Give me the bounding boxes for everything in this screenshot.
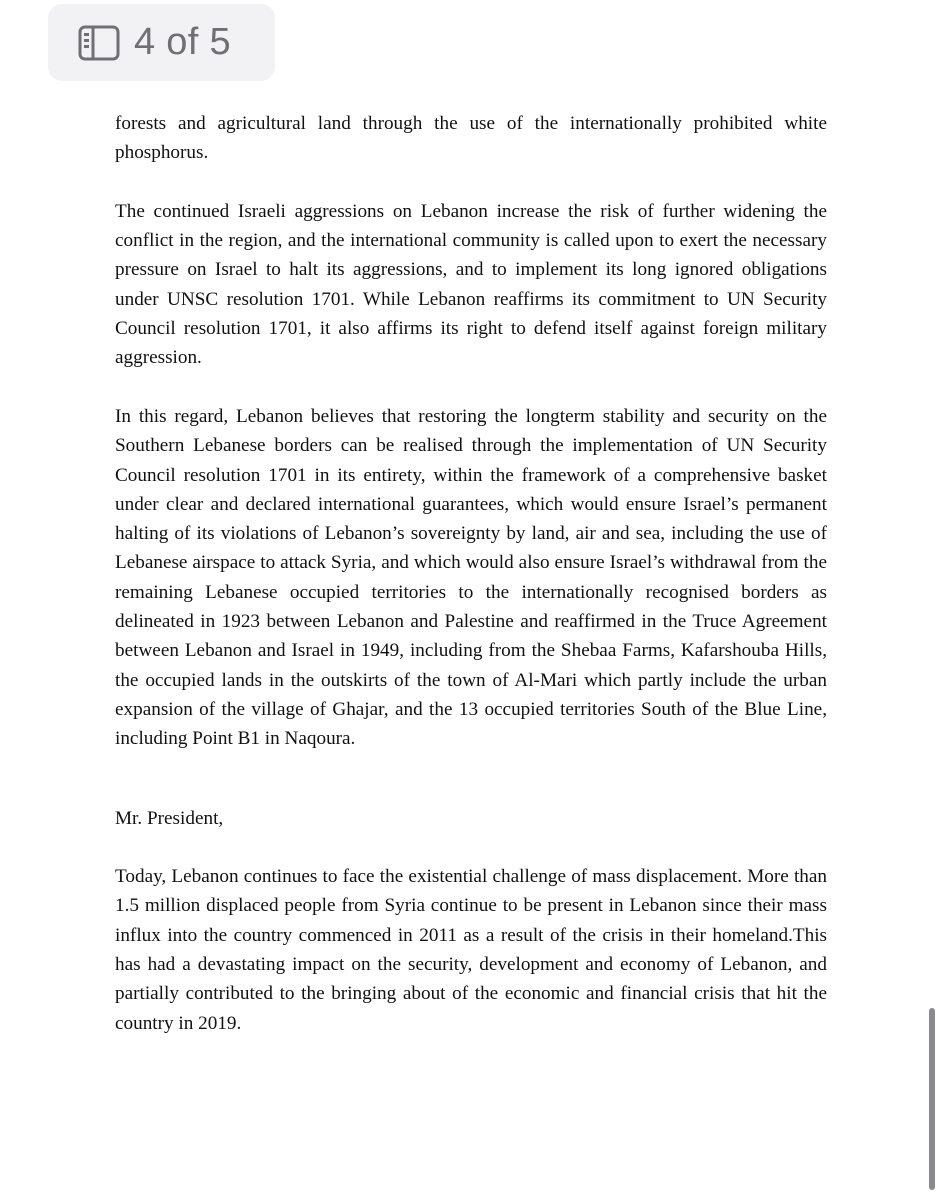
page-count-label: 4 of 5 [134, 21, 231, 63]
page-indicator[interactable] [48, 4, 275, 81]
paragraph: Today, Lebanon continues to face the existential challenge of mass displacement. More than 1.5 million displaced people from Syria continue to be present in Lebanon since their mass influx into the country commenced in 2011 as a result of the crisis in their homeland.This has had a devastating impact on the security, development and economy of Lebanon, and partially contributed to the bringing about of the economic and financial crisis that hit the country in 2019. [115, 866, 827, 1034]
sidebar-panel-icon[interactable] [78, 25, 120, 61]
paragraph: forests and agricultural land through the use of the internationally prohibited white phosphorus. [115, 113, 827, 164]
scrollbar[interactable] [929, 1008, 935, 1190]
paragraph: In this regard, Lebanon believes that restoring the longterm stability and security on the Southern Lebanese borders can be realised through the implementation of UN Security Council resolution 1701 in its entirety, within the framework of a comprehensive basket under clear and declared international guarantees, which would ensure Israel’s permanent halting of its violations of Lebanon’s sovereignty by land, air and sea, including the use of Lebanese airspace to attack Syria, and which would also ensure Israel’s withdrawal from the remaining Lebanese occupied territories to the internationally recognised borders as delineated in 1923 between Lebanon and Palestine and reaffirmed in the Truce Agreement between Lebanon and Israel in 1949, including from the Shebaa Farms, Kafarshouba Hills, the occupied lands in the outskirts of the town of Al-Mari which partly include the urban expansion of the village of Ghajar, and the 13 occupied territories South of the Blue Line, including Point B1 in Naqoura. [115, 405, 827, 750]
salutation: Mr. President, [115, 807, 224, 829]
document-body [115, 109, 827, 1038]
paragraph: The continued Israeli aggressions on Lebanon increase the risk of further widening the conflict in the region, and the international community is called upon to exert the necessary pressure on Israel to halt its aggressions, and to implement its long ignored obligations under UNSC resolution 1701. While Lebanon reaffirms its commitment to UN Security Council resolution 1701, it also affirms its right to defend itself against foreign military aggression. [115, 200, 827, 369]
